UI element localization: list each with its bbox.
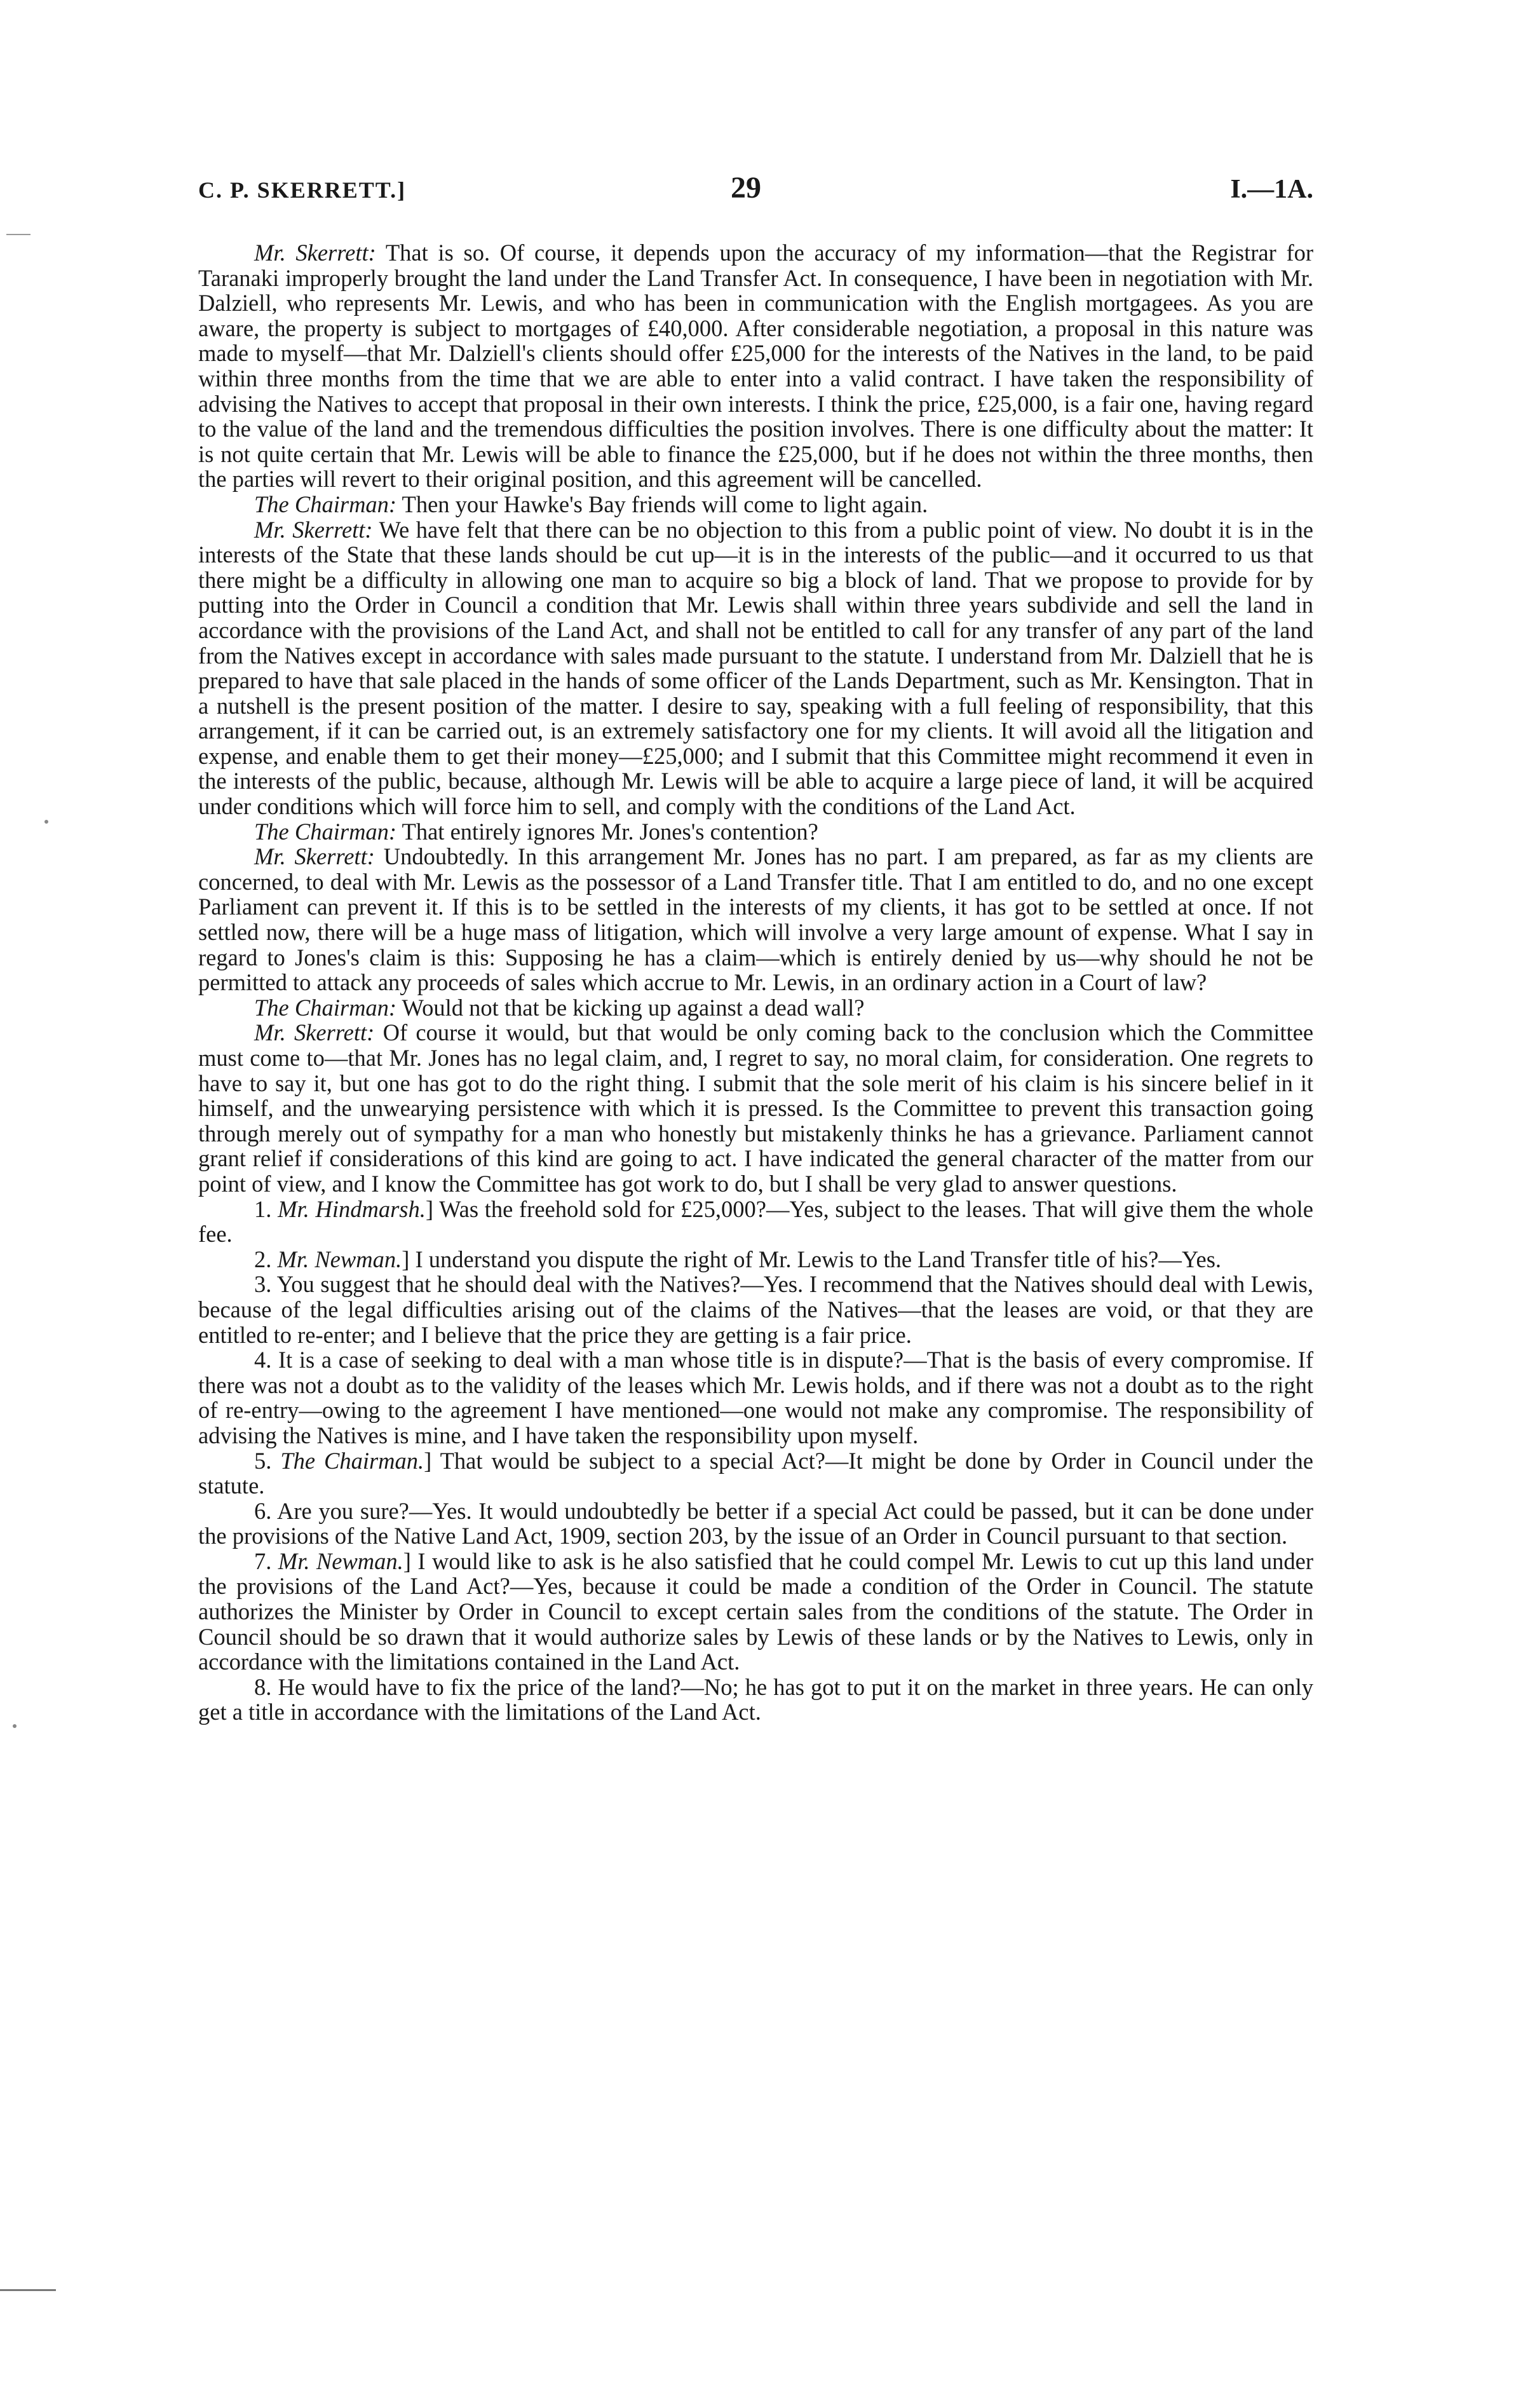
paragraph-text: Then your Hawke's Bay friends will come to light again. (396, 491, 928, 517)
question-paragraph (198, 1272, 1313, 1347)
paragraph-text: ] Was the freehold sold for £25,000?—Yes, subject to the leases. That will give them the whole fee. (198, 1195, 1314, 1248)
question-paragraph (198, 1448, 1313, 1499)
paragraph (198, 1020, 1313, 1196)
paragraph-text: We have felt that there can be no objection to this from a public point of view. No doubt it is in the interests of the State that these lands should be cut up—it is in the interests of the public—and it occurred to us that there might be a difficulty in allowing one man to acquire so big a block of land. That we propose to provide for by putting into the Order in Council a condition that Mr. Lewis shall within three years subdivide and sell the land in accordance with the provisions of the Land Act, and shall not be entitled to call for any transfer of any part of the land from the Natives except in accordance with sales made pursuant to the statute. I understand from Mr. Dalziell that he is prepared to have that sale placed in the hands of some officer of the Lands Department, such as Mr. Kensington. That in a nutshell is the present position of the matter. I desire to say, speaking with a full feeling of responsibility, that this arrangement, if it can be carried out, is an extremely satisfactory one for my clients. It will avoid all the litigation and expense, and enable them to get their money—£25,000; and I submit that this Committee might recommend it even in the interests of the public, because, although Mr. Lewis will be able to acquire a large piece of land, it will be acquired under conditions which will force him to sell, and comply with the conditions of the Land Act. (198, 516, 1313, 820)
scan-margin-mark (44, 820, 48, 824)
speaker: The Chairman: (254, 818, 397, 845)
speaker: Mr. Skerrett: (254, 516, 373, 543)
speaker: Mr. Skerrett: (254, 843, 375, 870)
speaker: Mr. Hindmarsh. (278, 1195, 426, 1222)
paragraph (198, 492, 1313, 517)
paragraph-text: Undoubtedly. In this arrangement Mr. Jones has no part. I am prepared, as far as my clients are concerned, to deal with Mr. Lewis as the possessor of a Land Transfer title. That I am entitled to do, and no one except Parliament can prevent it. If this is to be settled in the interests of my clients, it has got to be settled at once. If not settled now, there will be a huge mass of litigation, which will involve a very large amount of expense. What I say in regard to Jones's claim is this: Supposing he has a claim—which is entirely denied by us—why should he not be permitted to attack any proceeds of sales which accrue to Mr. Lewis, in an ordinary action in a Court of law? (198, 843, 1314, 996)
paragraph-text: ] I understand you dispute the right of Mr. Lewis to the Land Transfer title of his?—Yes. (402, 1246, 1222, 1272)
paragraph-text: That entirely ignores Mr. Jones's contention? (396, 818, 818, 845)
speaker: Mr. Skerrett: (254, 240, 376, 266)
paragraph-text: 6. Are you sure?—Yes. It would undoubtedly be better if a special Act could be passed, but it can be done under the provisions of the Native Land Act, 1909, section 203, by the issue of an Order in Council pursuant to that section. (198, 1497, 1313, 1549)
paragraph-text: ] I would like to ask is he also satisfied that he could compel Mr. Lewis to cut up this land under the provisions of the Land Act?—Yes, because it could be made a condition of the Order in Council. The statute authorizes the Minister by Order in Council to except certain sales from the conditions of the statute. The Order in Council should be so drawn that it would authorize sales by Lewis of these lands or by the Natives to Lewis, only in accordance with the limitations contained in the Land Act. (198, 1548, 1313, 1675)
paragraph (198, 517, 1313, 819)
paragraph-text: ] That would be subject to a special Act?—It might be done by Order in Council under the statute. (198, 1447, 1313, 1499)
paragraph-text: 8. He would have to fix the price of the land?—No; he has got to put it on the market in three years. He can only get a title in accordance with the limitations of the Land Act. (198, 1673, 1313, 1725)
paragraph-text: 4. It is a case of seeking to deal with a man whose title is in dispute?—That is the basis of every compromise. If there was not a doubt as to the validity of the leases which Mr. Lewis holds, and if there was not a doubt as to the right of re-entry—owing to the agreement I have mentioned—one would not make any compromise. The responsibility of advising the Natives is mine, and I have taken the responsibility upon myself. (198, 1347, 1313, 1448)
speaker: The Chairman. (280, 1447, 424, 1474)
question-number: 2. (254, 1246, 278, 1272)
document-body (198, 240, 1313, 1725)
paper-reference: I.—1A. (1230, 175, 1313, 204)
speaker: Mr. Skerrett: (254, 1019, 375, 1046)
question-paragraph (198, 1247, 1313, 1272)
question-paragraph (198, 1549, 1313, 1675)
paragraph (198, 995, 1313, 1021)
question-number: 7. (254, 1548, 278, 1574)
question-number: 5. (254, 1447, 281, 1474)
question-number: 1. (254, 1195, 278, 1222)
paragraph-text: Would not that be kicking up against a dead wall? (396, 994, 865, 1021)
page-header (198, 170, 1313, 208)
paragraph-text: 3. You suggest that he should deal with the Natives?—Yes. I recommend that the Natives should deal with Lewis, because of the legal difficulties arising out of the claims of the Natives—that the leases are void, or that they are entitled to re-enter; and I believe that the price they are getting is a fair price. (198, 1271, 1313, 1348)
speaker: The Chairman: (254, 491, 397, 517)
paragraph (198, 819, 1313, 845)
paragraph (198, 240, 1313, 492)
scan-margin-mark (13, 1724, 17, 1728)
question-paragraph (198, 1499, 1313, 1549)
speaker: The Chairman: (254, 994, 397, 1021)
question-paragraph (198, 1347, 1313, 1448)
scan-margin-mark (6, 234, 30, 235)
page-number: 29 (731, 171, 761, 205)
speaker: Mr. Newman. (278, 1548, 403, 1574)
paragraph (198, 844, 1313, 995)
header-witness-name: C. P. SKERRETT.] (198, 177, 407, 203)
question-paragraph (198, 1675, 1313, 1725)
question-paragraph (198, 1197, 1313, 1247)
speaker: Mr. Newman. (277, 1246, 402, 1272)
scan-margin-mark (0, 2289, 56, 2291)
paragraph-text: Of course it would, but that would be only coming back to the conclusion which the Committee must come to—that Mr. Jones has no legal claim, and, I regret to say, no moral claim, for consideration. One regrets to have to say it, but one has got to do the right thing. I submit that the sole merit of his claim is his sincere belief in it himself, and the unwearying persistence with which it is pressed. Is the Committee to prevent this transaction going through merely out of sympathy for a man who honestly but mistakenly thinks he has a grievance. Parliament cannot grant relief if considerations of this kind are going to act. I have indicated the general character of the matter from our point of view, and I know the Committee has got work to do, but I shall be very glad to answer questions. (198, 1019, 1314, 1197)
paragraph-text: That is so. Of course, it depends upon the accuracy of my information—that the Registrar for Taranaki improperly brought the land under the Land Transfer Act. In consequence, I have been in negotiation with Mr. Dalziell, who represents Mr. Lewis, and who has been in communication with the English mortgagees. As you are aware, the property is subject to mortgages of £40,000. After considerable negotiation, a proposal in this nature was made to myself—that Mr. Dalziell's clients should offer £25,000 for the interests of the Natives in the land, to be paid within three months from the time that we are able to enter into a valid contract. I have taken the responsibility of advising the Natives to accept that proposal in their own interests. I think the price, £25,000, is a fair one, having regard to the value of the land and the tremendous difficulties the position involves. There is one difficulty about the matter: It is not quite certain that Mr. Lewis will be able to finance the £25,000, but if he does not within the three months, then the parties will revert to their original position, and this agreement will be cancelled. (198, 240, 1314, 493)
